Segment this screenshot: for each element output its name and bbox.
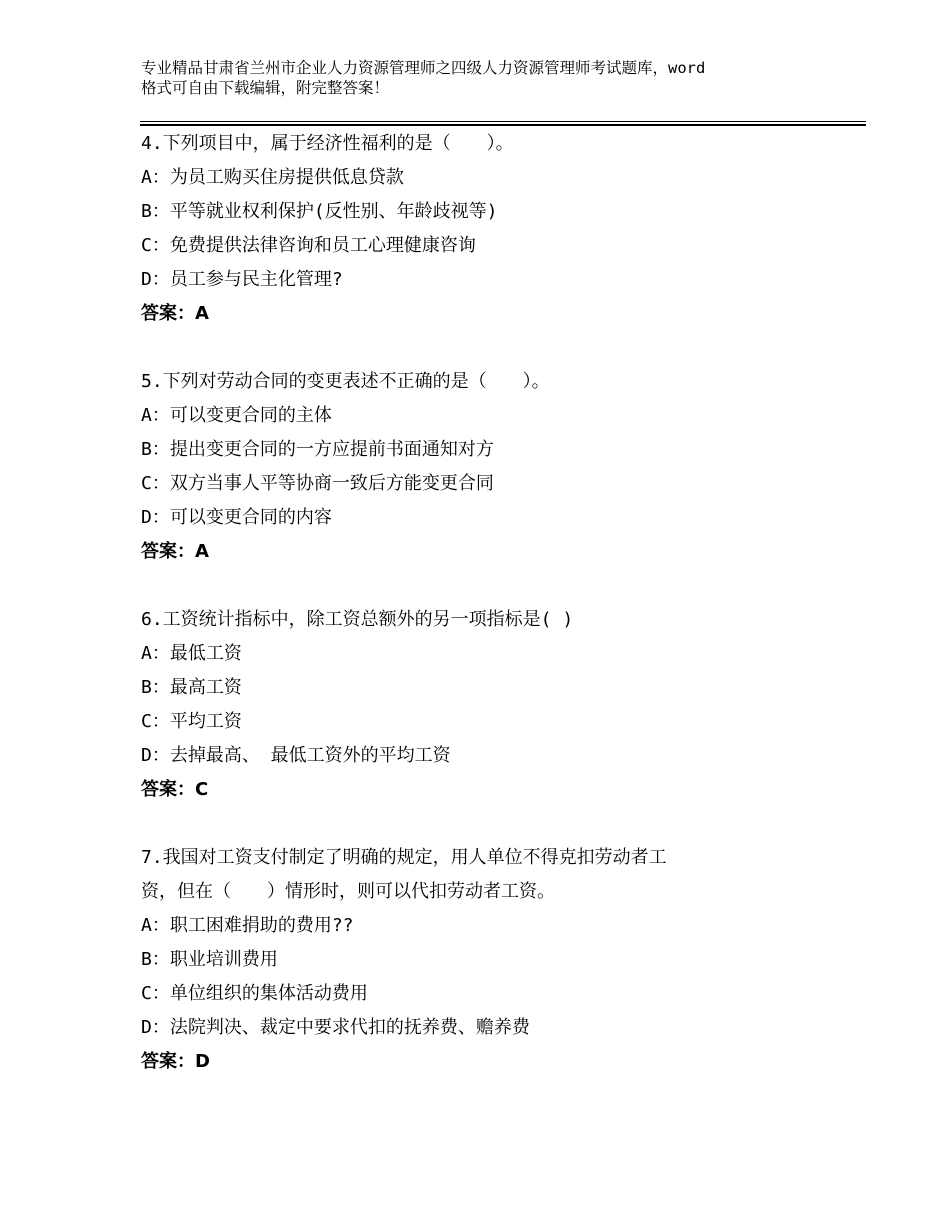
question-text: 6.工资统计指标中，除工资总额外的另一项指标是( ) <box>141 609 574 630</box>
option-b: B：职业培训费用 <box>141 949 278 970</box>
answer-label: 答案： <box>141 1051 195 1072</box>
question-list <box>141 127 841 1079</box>
question-text: 4.下列项目中，属于经济性福利的是（ ）。 <box>141 133 514 154</box>
answer <box>141 1045 841 1079</box>
option-c: C：单位组织的集体活动费用 <box>141 983 368 1004</box>
answer <box>141 773 841 807</box>
option-a: A：职工困难捐助的费用?? <box>141 915 354 936</box>
question-6 <box>141 603 841 807</box>
option-a: A：最低工资 <box>141 643 242 664</box>
answer-label: 答案： <box>141 779 195 800</box>
answer-value: D <box>195 1051 210 1072</box>
option-a: A：可以变更合同的主体 <box>141 405 332 426</box>
option-c: C：平均工资 <box>141 711 242 732</box>
option-d: D：员工参与民主化管理? <box>141 269 343 290</box>
option-d: D：法院判决、裁定中要求代扣的抚养费、赡养费 <box>141 1017 530 1038</box>
question-text: 5.下列对劳动合同的变更表述不正确的是（ ）。 <box>141 371 550 392</box>
header-rule-thick <box>140 124 866 126</box>
question-7 <box>141 841 841 1079</box>
document-header <box>141 58 841 98</box>
header-line-1: 专业精品甘肃省兰州市企业人力资源管理师之四级人力资源管理师考试题库，word <box>141 59 706 77</box>
header-line-2: 格式可自由下载编辑，附完整答案！ <box>141 79 390 97</box>
answer-label: 答案： <box>141 303 195 324</box>
question-4 <box>141 127 841 331</box>
option-b: B：提出变更合同的一方应提前书面通知对方 <box>141 439 494 460</box>
answer <box>141 535 841 569</box>
header-rule-thin <box>140 121 866 122</box>
option-c: C：免费提供法律咨询和员工心理健康咨询 <box>141 235 476 256</box>
option-d: D：去掉最高、 最低工资外的平均工资 <box>141 745 451 766</box>
option-b: B：最高工资 <box>141 677 242 698</box>
question-text-line-2: 资，但在（ ）情形时，则可以代扣劳动者工资。 <box>141 881 555 902</box>
question-5 <box>141 365 841 569</box>
option-a: A：为员工购买住房提供低息贷款 <box>141 167 404 188</box>
answer-value: A <box>195 541 209 562</box>
question-text-line-1: 7.我国对工资支付制定了明确的规定，用人单位不得克扣劳动者工 <box>141 847 667 868</box>
option-c: C：双方当事人平等协商一致后方能变更合同 <box>141 473 494 494</box>
option-b: B：平等就业权利保护(反性别、年龄歧视等) <box>141 201 498 222</box>
option-d: D：可以变更合同的内容 <box>141 507 332 528</box>
answer <box>141 297 841 331</box>
answer-value: A <box>195 303 209 324</box>
answer-label: 答案： <box>141 541 195 562</box>
answer-value: C <box>195 779 209 800</box>
